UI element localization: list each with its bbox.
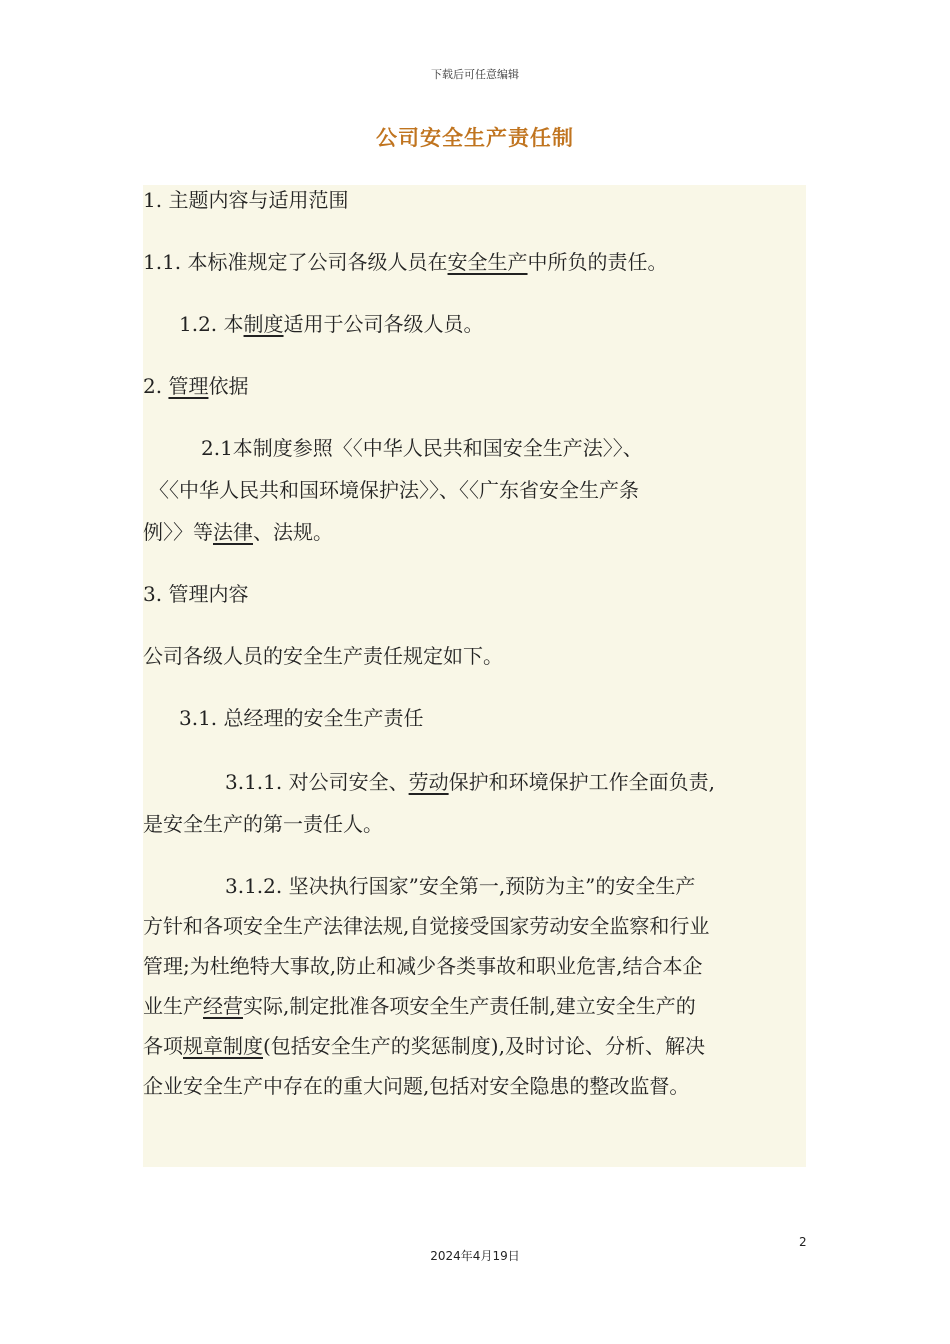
section-3-intro: 公司各级人员的安全生产责任规定如下。 — [143, 644, 503, 668]
section-1-2-suffix: 适用于公司各级人员。 — [283, 312, 484, 336]
section-2-number: 2. — [143, 374, 169, 398]
section-3-1-1-text: 3.1.1. 对公司安全、 — [225, 770, 409, 794]
section-3-heading: 3. 管理内容 — [143, 582, 249, 606]
section-1-1-text: 1.1. 本标准规定了公司各级人员在 — [143, 250, 448, 274]
section-2-1-line-2: 〈〈中华人民共和国环境保护法〉〉、〈〈广东省安全生产条 — [149, 478, 639, 502]
document-title: 公司安全生产责任制 — [376, 126, 574, 150]
section-2-1-line-3-suffix: 、法规。 — [253, 520, 333, 544]
link-system[interactable]: 制度 — [243, 312, 284, 336]
section-3-1-2-line-5-text: 各项 — [143, 1034, 183, 1058]
footer-date: 2024年4月19日 — [430, 1249, 520, 1263]
section-1-1-suffix: 中所负的责任。 — [527, 250, 668, 274]
link-regulations[interactable]: 规章制度 — [183, 1034, 263, 1058]
section-3-1-2-line-6: 企业安全生产中存在的重大问题,包括对安全隐患的整改监督。 — [143, 1074, 690, 1098]
section-3-1-2-line-2: 方针和各项安全生产法律法规,自觉接受国家劳动安全监察和行业 — [143, 914, 710, 938]
section-1-2-text: 1.2. 本 — [179, 312, 244, 336]
section-1-heading: 1. 主题内容与适用范围 — [143, 188, 349, 212]
section-3-1-2-line-4-text: 业生产 — [143, 994, 203, 1018]
section-2-heading — [143, 365, 806, 407]
document-body — [143, 185, 806, 1167]
section-1-1 — [143, 241, 806, 283]
section-3-1-2-line-5-suffix: (包括安全生产的奖惩制度),及时讨论、分析、解决 — [263, 1034, 705, 1058]
link-management[interactable]: 管理 — [168, 374, 209, 398]
section-3-1-2-line-4 — [143, 985, 806, 1027]
section-2-1-line-3 — [143, 511, 806, 553]
section-3-1-1-suffix: 保护和环境保护工作全面负责, — [448, 770, 715, 794]
header-note: 下载后可任意编辑 — [431, 68, 519, 81]
section-3-1-heading: 3.1. 总经理的安全生产责任 — [179, 706, 424, 730]
section-3-1-2-line-1: 3.1.2. 坚决执行国家”安全第一,预防为主”的安全生产 — [225, 874, 696, 898]
section-3-1-1-line-1 — [225, 761, 888, 803]
section-1-2 — [179, 303, 842, 345]
link-operation[interactable]: 经营 — [203, 994, 243, 1018]
section-3-1-2-line-3: 管理;为杜绝特大事故,防止和减少各类事故和职业危害,结合本企 — [143, 954, 703, 978]
link-law[interactable]: 法律 — [213, 520, 253, 544]
section-2-1-line-3-text: 例〉〉等 — [143, 520, 213, 544]
section-3-1-2-line-4-suffix: 实际,制定批准各项安全生产责任制,建立安全生产的 — [243, 994, 696, 1018]
section-3-1-2-line-5 — [143, 1025, 806, 1067]
link-labor[interactable]: 劳动 — [408, 770, 449, 794]
section-3-1-1-line-2: 是安全生产的第一责任人。 — [143, 812, 383, 836]
link-safety-production[interactable]: 安全生产 — [447, 250, 528, 274]
section-2-suffix: 依据 — [208, 374, 249, 398]
page-number: 2 — [799, 1235, 807, 1249]
section-2-1-line-1: 2.1本制度参照〈〈中华人民共和国安全生产法〉〉、 — [201, 436, 643, 460]
